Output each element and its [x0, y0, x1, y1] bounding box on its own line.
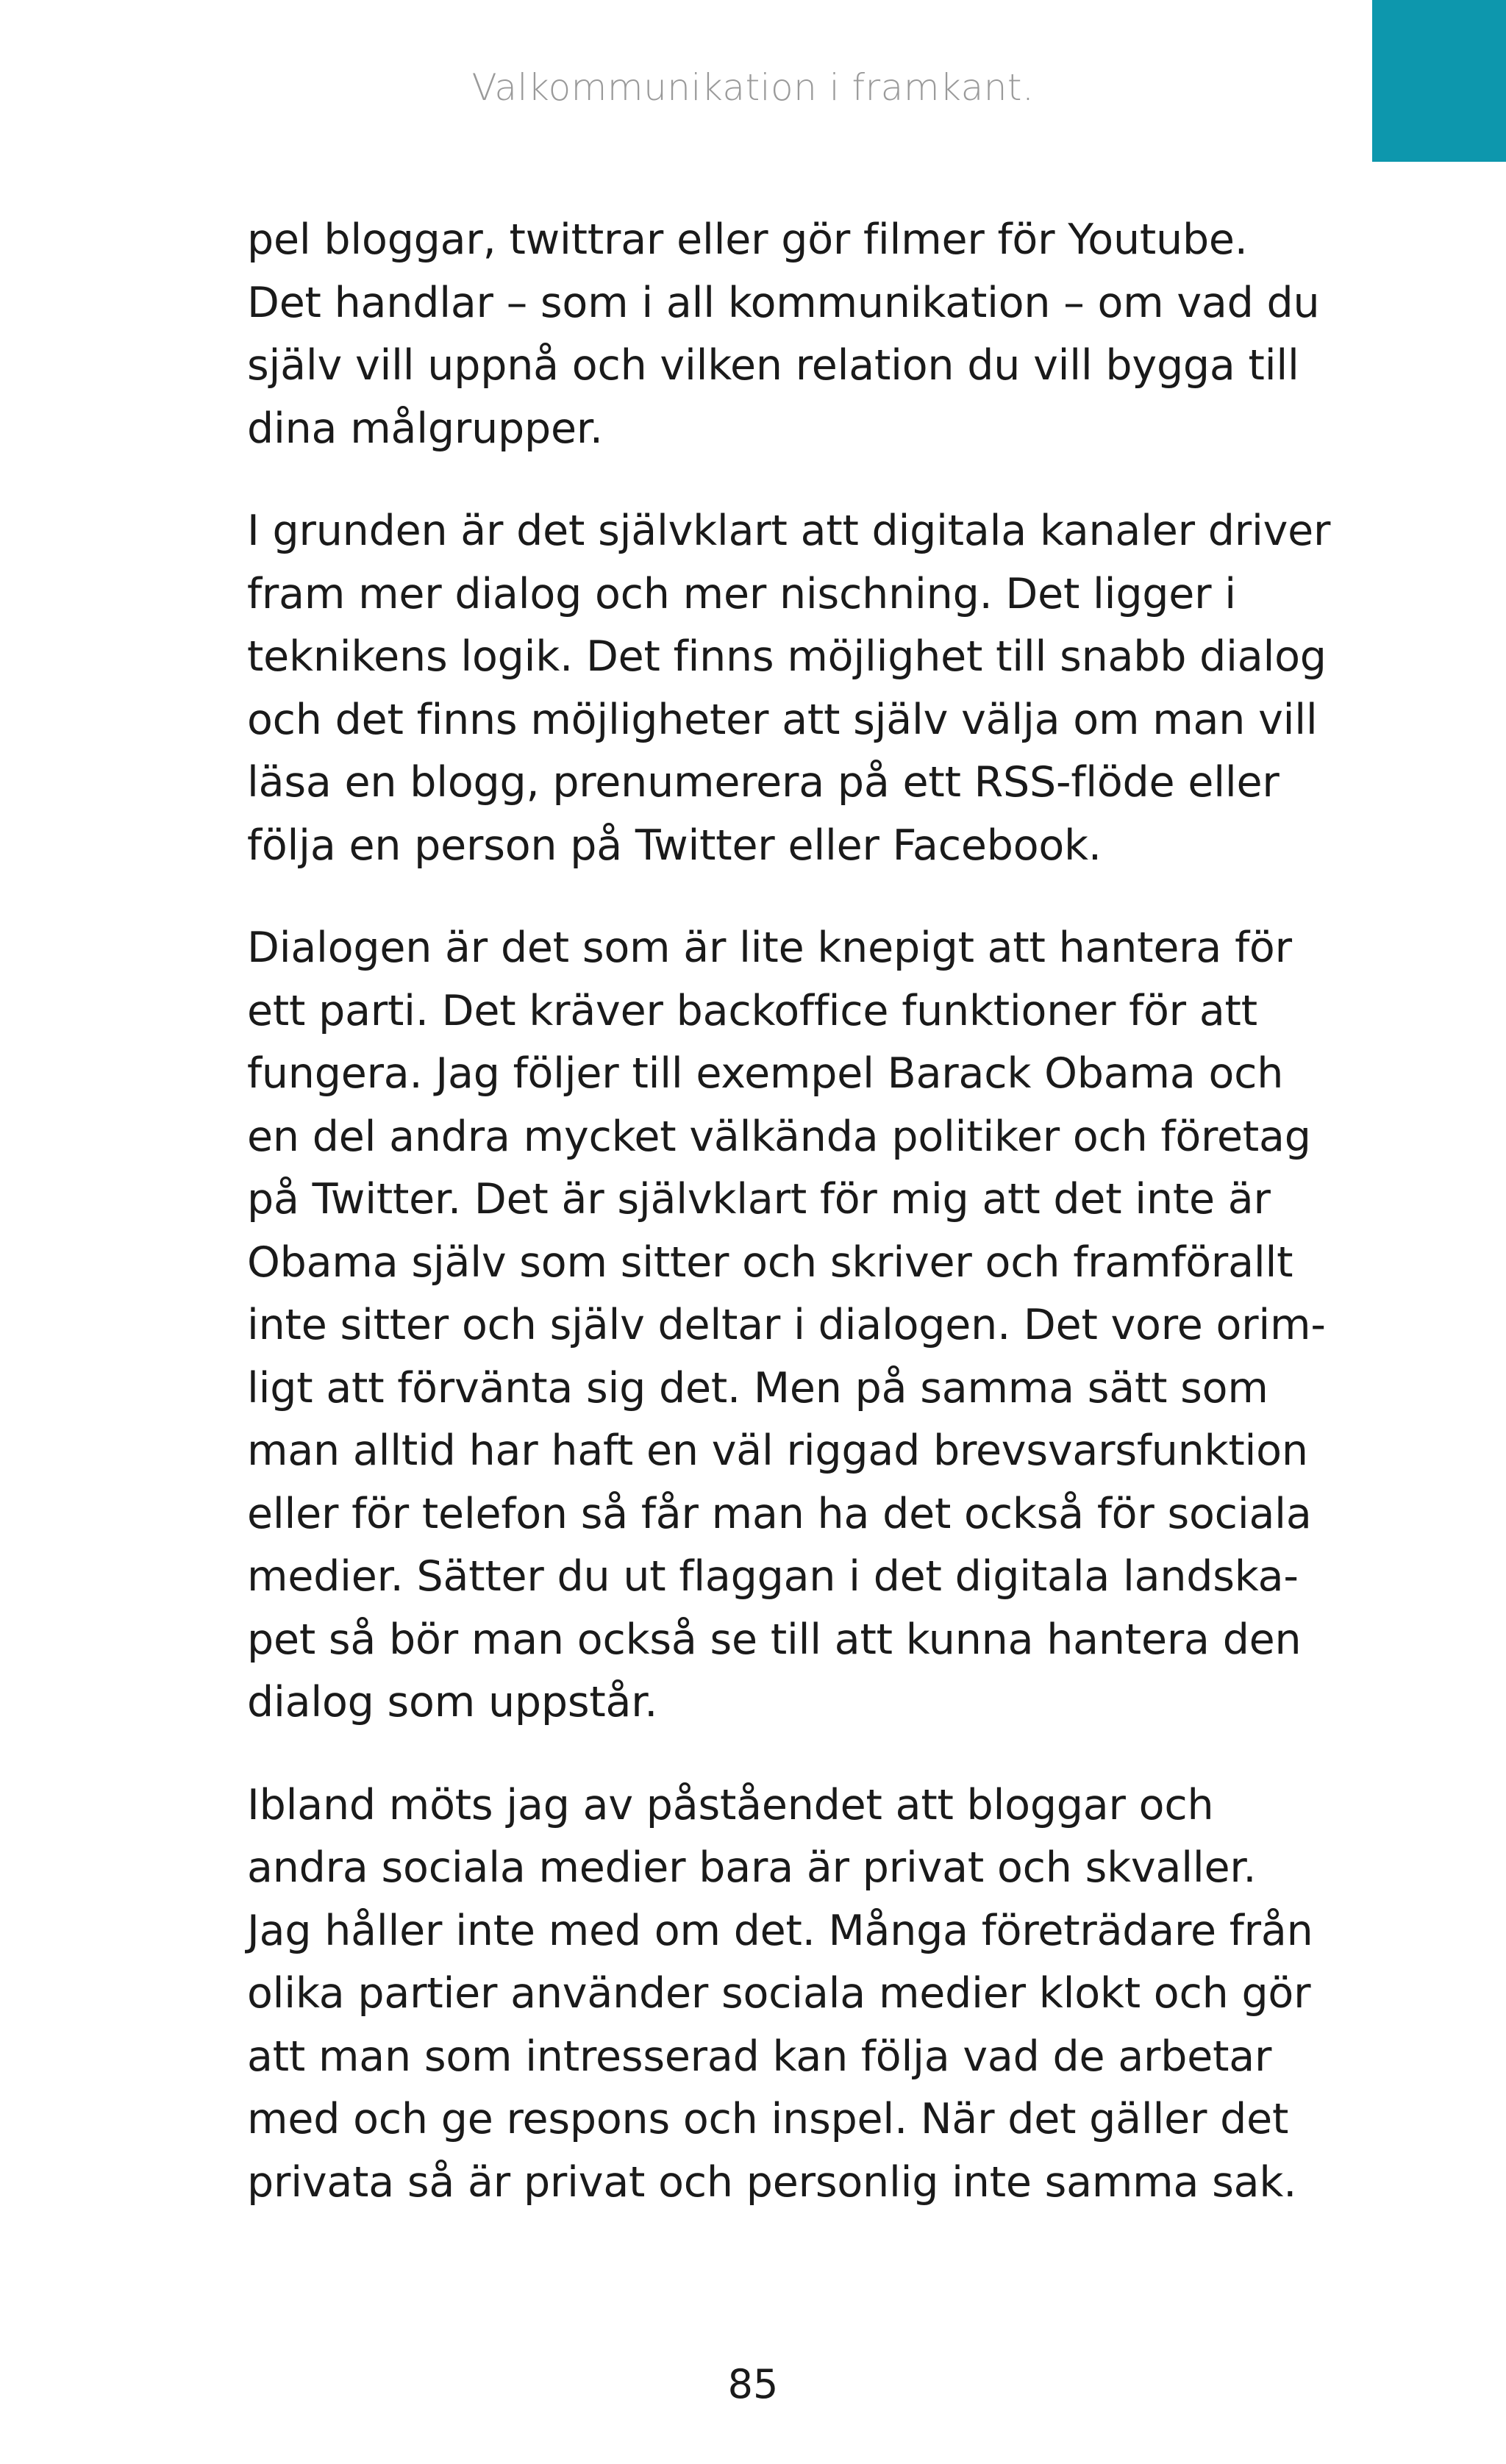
running-header: Valkommunikation i framkant.	[471, 66, 1035, 109]
paragraph-1: pel bloggar, twittrar eller gör filmer för Youtube. Det handlar – som i all kommunikation – om vad du själv vill uppnå och vilken relation du vill bygga till dina målgrupper.	[247, 215, 1320, 453]
page-number: 85	[727, 2361, 779, 2407]
paragraph-4: Ibland möts jag av påståendet att bloggar och andra sociala medier bara är privat och skvaller. Jag håller inte med om det. Många företrädare från olika partier använder sociala medier klokt och gör att man som intresserad kan följa vad de arbetar med och ge respons och inspel. När det gäller det privata så är privat och personlig inte samma sak.	[247, 1780, 1313, 2207]
paragraph-2: I grunden är det självklart att digitala kanaler driver fram mer dialog och mer nischning. Det ligger i teknikens logik. Det finns möjlighet till snabb dialog och det finns möjligheter att själv välja om man vill läsa en blogg, prenumerera på ett RSS-flöde eller följa en person på Twitter eller Facebook.	[247, 507, 1331, 870]
body-text	[247, 209, 1335, 2254]
paragraph-3: Dialogen är det som är lite knepigt att hantera för ett parti. Det kräver backoffice funktioner för att fungera. Jag följer till exempel Barack Obama och en del andra mycket välkända politiker och företag på Twitter. Det är självklart för mig att det inte är Obama själv som sitter och skriver och framförallt inte sitter och själv deltar i dialogen. Det vore orim- ligt att förvänta sig det. Men på samma sätt som man alltid har haft en väl riggad brevsvarsfunktion eller för telefon så får man ha det också för sociala medier. Sätter du ut flaggan i det digitala landska- pet så bör man också se till att kunna hantera den dialog som uppstår.	[247, 924, 1326, 1726]
